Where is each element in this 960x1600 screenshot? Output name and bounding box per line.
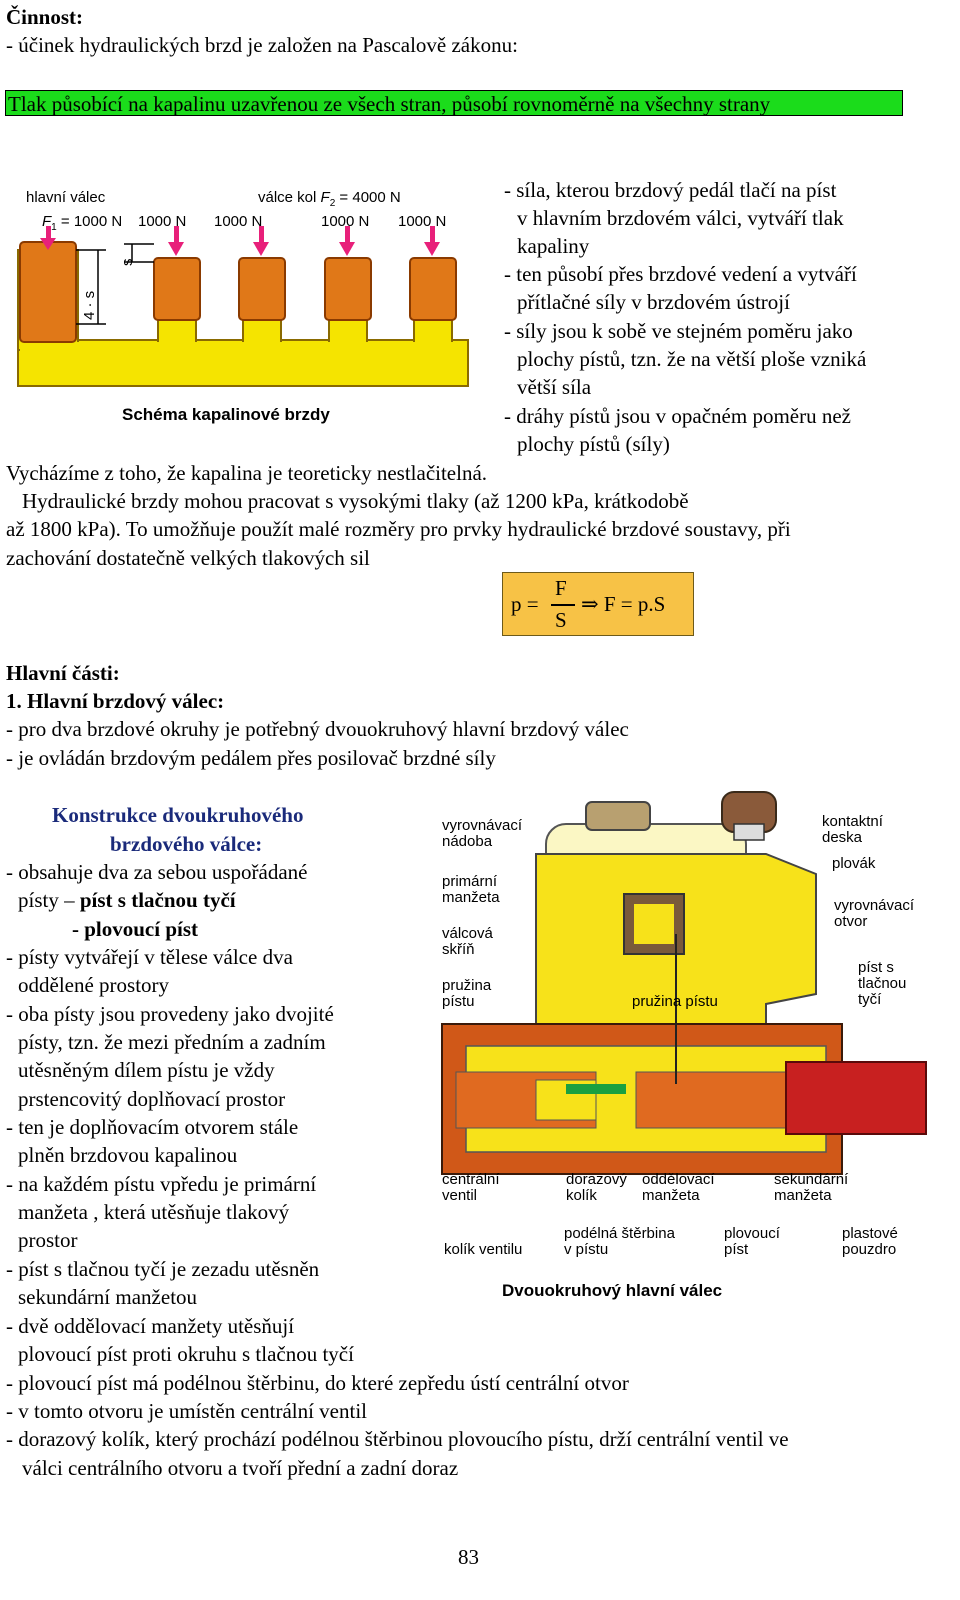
label-f1: $F_1 = 1000$ N [42,213,123,233]
construction-line: - ten je doplňovacím otvorem stále [6,1115,299,1139]
wheel-piston [410,258,456,320]
bottom-line: válci centrálního otvoru a tvoří přední a zadní doraz [22,1456,459,1480]
label: pouzdro [842,1241,897,1258]
diagram1-caption: Schéma kapalinové brzdy [122,405,330,424]
label: oddělovací [642,1171,715,1188]
part1-line: - je ovládán brzdovým pedálem přes posilovač brzdné síly [6,746,496,770]
construction-line: utěsněným dílem pístu je vždy [18,1058,275,1082]
part1-heading: 1. Hlavní brzdový válec: [6,689,225,713]
label: kontaktní [822,813,883,830]
label-wheel-cylinders: válce kol $F_2 = 4000$ N [258,189,401,209]
label: píst s [858,959,894,976]
pushrod-piston [636,1072,786,1128]
label: pružina pístu [632,993,718,1010]
label: v pístu [564,1241,609,1258]
part1-line: - pro dva brzdové okruhy je potřebný dvouokruhový hlavní brzdový válec [6,717,629,741]
construction-line: - píst s tlačnou tyčí je zezadu utěsněn [6,1257,320,1281]
label: plastové [842,1225,898,1242]
construction-line: oddělené prostory [18,973,170,997]
label: centrální [442,1171,500,1188]
force-label: 1000 N [214,213,263,230]
bullet-line: kapaliny [517,234,590,258]
page-number: 83 [458,1545,479,1569]
label: píst [724,1241,749,1258]
label: skříň [442,941,475,958]
construction-line: - na každém pístu vpředu je primární [6,1172,317,1196]
label: vyrovnávací [834,897,915,914]
formula-box [502,572,694,636]
wheel-piston [325,258,371,320]
construction-line: - obsahuje dva za sebou uspořádané [6,860,308,884]
label: ventil [442,1187,478,1204]
dim-4s-label: 4 · s [81,290,98,320]
intro-line: - účinek hydraulických brzd je založen na Pascalově zákonu: [6,33,518,57]
force-arrows [40,226,440,256]
hydraulic-brake-schematic [14,180,484,430]
construction-line: manžeta , která utěsňuje tlakový [18,1200,290,1224]
label: primární [442,873,498,890]
diagram2-caption: Dvouokruhový hlavní válec [502,1281,723,1300]
construction-line: prstencovitý doplňovací prostor [18,1087,286,1111]
construction-line: písty, tzn. že mezi předním a zadním [18,1030,326,1054]
pushrod [786,1062,926,1134]
label: pístu [442,993,475,1010]
dim-s-label: s [119,258,136,266]
construction-line: - písty vytvářejí v tělese válce dva [6,945,293,969]
label: manžeta [442,889,500,906]
construction-line: prostor [18,1228,78,1252]
label: plovák [832,855,876,872]
label: nádoba [442,833,493,850]
label: válcová [442,925,493,942]
bullet-line: - dráhy pístů jsou v opačném poměru než [504,404,851,428]
wheel-piston [154,258,200,320]
construction-line: - plovoucí píst [72,917,199,941]
label: kolík [566,1187,597,1204]
paragraph-line: až 1800 kPa). To umožňuje použít malé rozměry pro prvky hydraulické brzdové soustavy, při [6,517,791,541]
bullet-line: - ten působí přes brzdové vedení a vytváří [504,262,857,286]
bullet-line: plochy pístů (síly) [517,432,670,456]
bullet-line: - síla, kterou brzdový pedál tlačí na píst [504,178,837,202]
paragraph-line: zachování dostatečně velkých tlakových sil [6,546,370,570]
formula-numerator: F [555,576,567,600]
construction-line: - dvě oddělovací manžety utěsňují [6,1314,295,1338]
label: vyrovnávací [442,817,523,834]
bottom-line: - plovoucí píst má podélnou štěrbinu, do které zepředu ústí centrální otvor [6,1371,629,1395]
master-cylinder-diagram [436,784,930,1306]
master-piston [20,242,76,342]
construction-line: plovoucí píst proti okruhu s tlačnou tyčí [18,1342,354,1366]
bottom-line: - v tomto otvoru je umístěn centrální ventil [6,1399,368,1423]
force-label: 1000 N [398,213,447,230]
label-master-cylinder: hlavní válec [26,189,106,206]
construction-line: plněn brzdovou kapalinou [18,1143,238,1167]
paragraph-line: Hydraulické brzdy mohou pracovat s vysokými tlaky (až 1200 kPa, krátkodobě [22,489,689,513]
bullet-line: v hlavním brzdovém válci, vytváří tlak [517,206,844,230]
label: kolík ventilu [444,1241,523,1258]
label: pružina [442,977,492,994]
label: plovoucí [724,1225,780,1242]
reservoir-cap [586,802,650,830]
pascal-law-highlight: Tlak působící na kapalinu uzavřenou ze všech stran, působí rovnoměrně na všechny strany [5,90,903,116]
label: tyčí [858,991,882,1008]
bottom-line: - dorazový kolík, který prochází podélnou štěrbinou plovoucího pístu, drží centrální ventil ve [6,1427,789,1451]
force-label: 1000 N [321,213,370,230]
formula-result: ⇒ F = p.S [581,592,666,616]
label: manžeta [642,1187,700,1204]
label: podélná štěrbina [564,1225,675,1242]
construction-line: sekundární manžetou [18,1285,198,1309]
force-label: 1000 N [138,213,187,230]
bullet-line: přítlačné síly v brzdovém ústrojí [517,290,790,314]
section-heading: Činnost: [6,5,84,29]
formula-denominator: S [555,608,567,632]
label: manžeta [774,1187,832,1204]
formula-p: p = [511,592,539,616]
label: tlačnou [858,975,907,992]
label: otvor [834,913,868,930]
label: deska [822,829,863,846]
label: sekundární [774,1171,849,1188]
wheel-piston [239,258,285,320]
construction-line: písty – píst s tlačnou tyčí [18,888,236,912]
construction-line: - oba písty jsou provedeny jako dvojité [6,1002,334,1026]
main-parts-heading: Hlavní části: [6,661,120,685]
construction-title: Konstrukce dvoukruhového [52,803,304,827]
bullet-line: - síly jsou k sobě ve stejném poměru jako [504,319,853,343]
construction-title: brzdového válce: [110,832,263,856]
bullet-line: větší síla [517,375,592,399]
bullet-line: plochy pístů, tzn. že na větší ploše vzniká [517,347,867,371]
paragraph-line: Vycházíme z toho, že kapalina je teoreticky nestlačitelná. [6,461,488,485]
label: dorazový [566,1171,627,1188]
